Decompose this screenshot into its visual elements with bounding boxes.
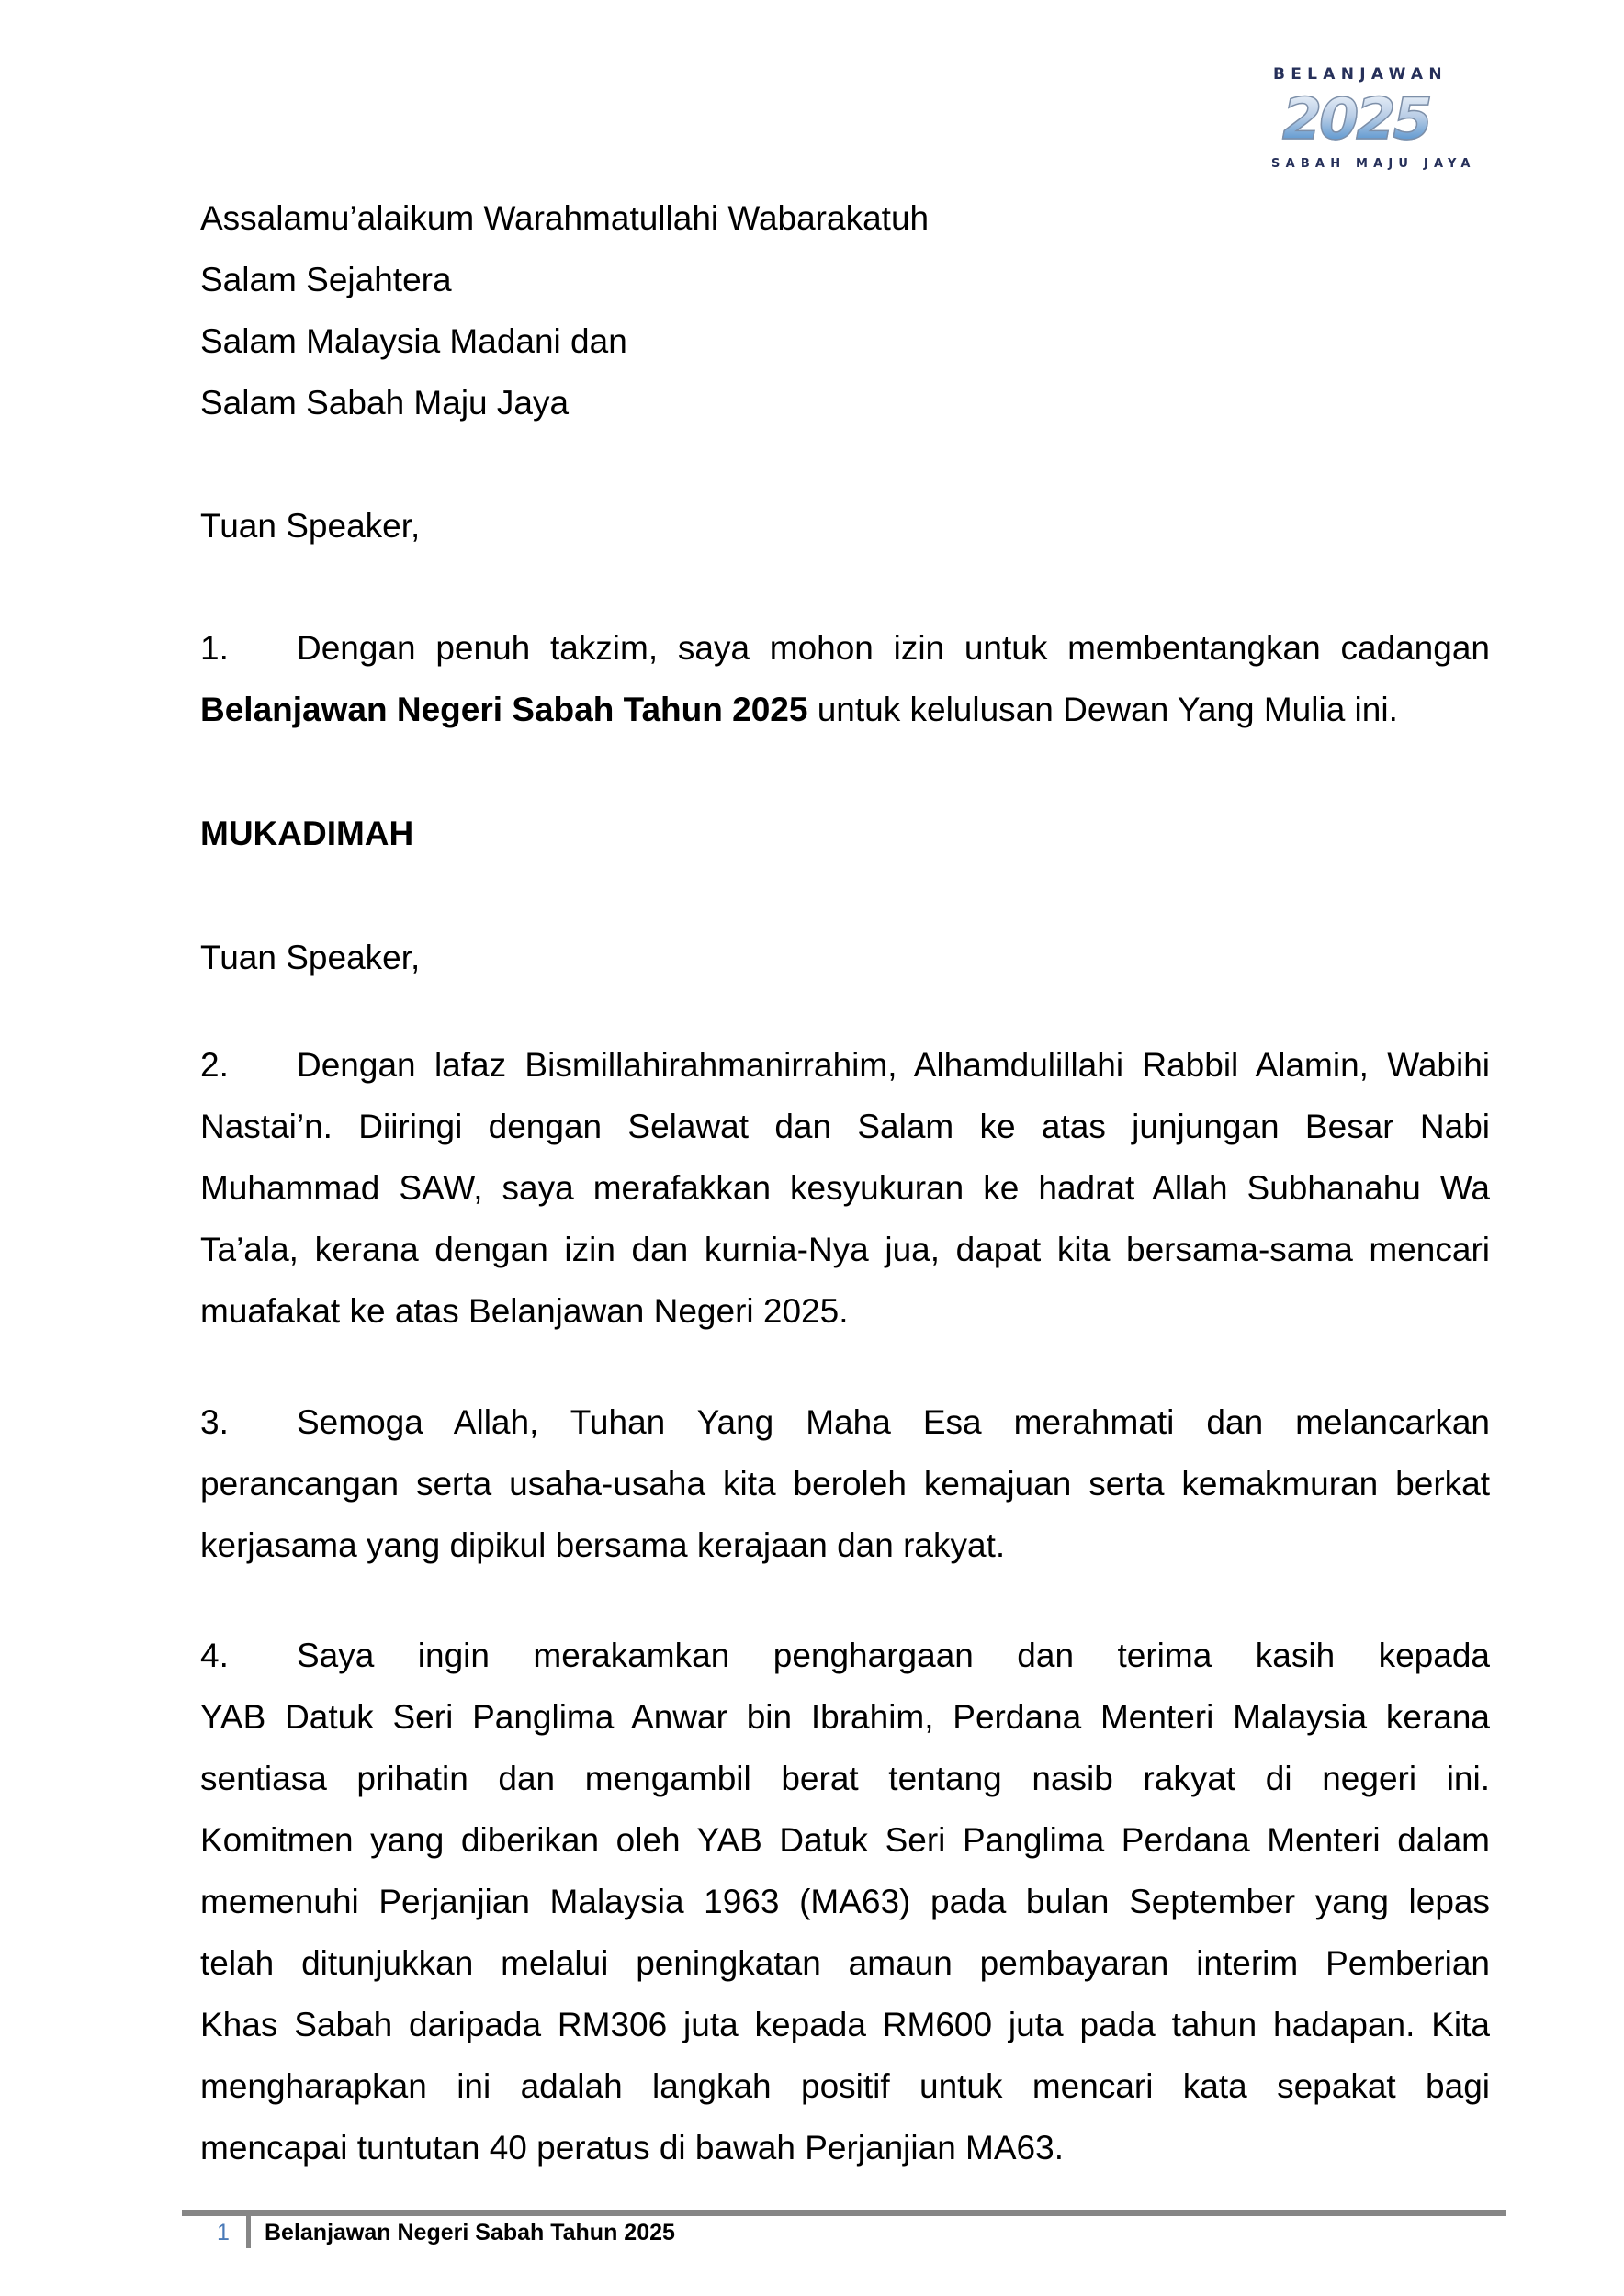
budget-title-bold: Belanjawan Negeri Sabah Tahun 2025 bbox=[200, 691, 808, 728]
greeting-line: Salam Malaysia Madani dan bbox=[200, 322, 627, 360]
paragraph-2-line: Nastai’n. Diiringi dengan Selawat dan Salam ke atas junjungan Besar Nabi bbox=[200, 1108, 1490, 1145]
paragraph-3-line bbox=[200, 1402, 1490, 1443]
belanjawan-2025-logo bbox=[1260, 57, 1517, 178]
paragraph-text: Saya ingin merakamkan penghargaan dan terima kasih kepada bbox=[297, 1637, 1490, 1674]
paragraph-number: 3. bbox=[200, 1403, 229, 1441]
paragraph-4-line: mengharapkan ini adalah langkah positif untuk mencari kata sepakat bagi bbox=[200, 2067, 1490, 2105]
paragraph-4-line: Komitmen yang diberikan oleh YAB Datuk Seri Panglima Perdana Menteri dalam bbox=[200, 1821, 1490, 1859]
paragraph-4-line: sentiasa prihatin dan mengambil berat tentang nasib rakyat di negeri ini. bbox=[200, 1760, 1490, 1797]
paragraph-text: Dengan lafaz Bismillahirahmanirrahim, Alhamdulillahi Rabbil Alamin, Wabihi bbox=[297, 1046, 1490, 1084]
paragraph-2-line: Muhammad SAW, saya merafakkan kesyukuran ke hadrat Allah Subhanahu Wa bbox=[200, 1169, 1490, 1207]
paragraph-4-line: mencapai tuntutan 40 peratus di bawah Perjanjian MA63. bbox=[200, 2129, 1064, 2167]
salutation: Tuan Speaker, bbox=[200, 507, 421, 545]
paragraph-4-line: YAB Datuk Seri Panglima Anwar bin Ibrahim, Perdana Menteri Malaysia kerana bbox=[200, 1698, 1490, 1736]
paragraph-number: 1. bbox=[200, 629, 229, 667]
paragraph-text: untuk kelulusan Dewan Yang Mulia ini. bbox=[807, 691, 1398, 728]
paragraph-number: 2. bbox=[200, 1046, 229, 1084]
salutation: Tuan Speaker, bbox=[200, 939, 421, 976]
logo-tagline: SABAH MAJU JAYA bbox=[1271, 157, 1476, 171]
paragraph-text: Dengan penuh takzim, saya mohon izin untuk membentangkan cadangan bbox=[297, 629, 1490, 667]
paragraph-text: Semoga Allah, Tuhan Yang Maha Esa merahmati dan melancarkan bbox=[297, 1403, 1490, 1441]
paragraph-4-line: Khas Sabah daripada RM306 juta kepada RM600 juta pada tahun hadapan. Kita bbox=[200, 2006, 1490, 2043]
paragraph-1-line bbox=[200, 690, 1490, 730]
paragraph-2-line bbox=[200, 1045, 1490, 1086]
paragraph-3-line: perancangan serta usaha-usaha kita beroleh kemajuan serta kemakmuran berkat bbox=[200, 1465, 1490, 1503]
paragraph-2-line: muafakat ke atas Belanjawan Negeri 2025. bbox=[200, 1292, 849, 1330]
logo-year: 2025 bbox=[1282, 85, 1430, 152]
paragraph-4-line: telah ditunjukkan melalui peningkatan amaun pembayaran interim Pemberian bbox=[200, 1944, 1490, 1982]
paragraph-1-line bbox=[200, 628, 1490, 669]
footer-title: Belanjawan Negeri Sabah Tahun 2025 bbox=[265, 2220, 675, 2245]
page-number: 1 bbox=[217, 2220, 230, 2245]
greeting-line: Salam Sejahtera bbox=[200, 261, 452, 298]
paragraph-4-line bbox=[200, 1636, 1490, 1676]
footer-rule bbox=[182, 2210, 1506, 2216]
footer-divider bbox=[246, 2213, 251, 2248]
greeting-line: Salam Sabah Maju Jaya bbox=[200, 384, 570, 422]
paragraph-3-line: kerjasama yang dipikul bersama kerajaan dan rakyat. bbox=[200, 1526, 1006, 1564]
paragraph-2-line: Ta’ala, kerana dengan izin dan kurnia-Nya jua, dapat kita bersama-sama mencari bbox=[200, 1231, 1490, 1268]
paragraph-number: 4. bbox=[200, 1637, 229, 1674]
section-heading: MUKADIMAH bbox=[200, 815, 414, 852]
paragraph-4-line: memenuhi Perjanjian Malaysia 1963 (MA63) pada bulan September yang lepas bbox=[200, 1883, 1490, 1920]
logo-title: BELANJAWAN bbox=[1273, 65, 1448, 84]
greeting-line: Assalamu’alaikum Warahmatullahi Wabarakatuh bbox=[200, 199, 930, 237]
